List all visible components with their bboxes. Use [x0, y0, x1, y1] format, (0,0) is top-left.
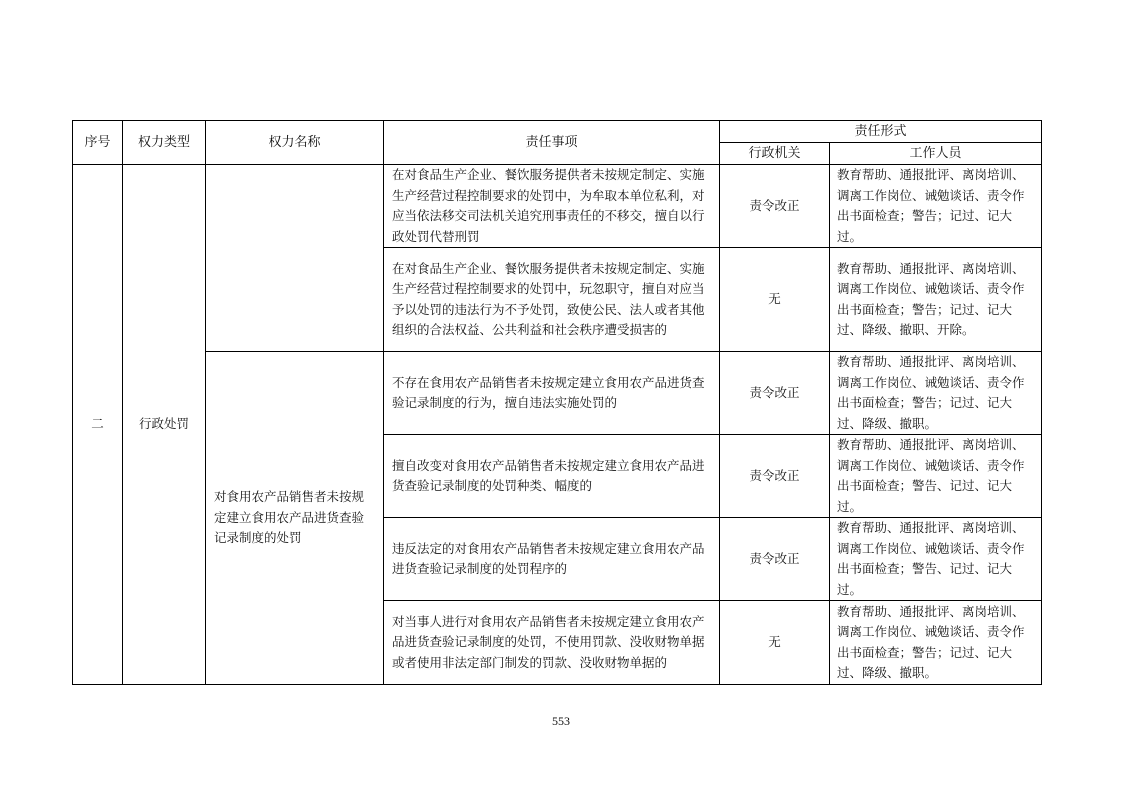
admin-organ-measure: 无	[720, 248, 830, 352]
power-name-cell-2: 对食用农产品销售者未按规定建立食用农产品进货查验记录制度的处罚	[206, 352, 384, 685]
responsibility-matter: 擅自改变对食用农产品销售者未按规定建立食用农产品进货查验记录制度的处罚种类、幅度的	[384, 435, 720, 518]
staff-measure: 教育帮助、通报批评、离岗培训、调离工作岗位、诫勉谈话、责令作出书面检查；警告；记过、记大过、降级、撤职。	[830, 601, 1042, 685]
staff-measure: 教育帮助、通报批评、离岗培训、调离工作岗位、诫勉谈话、责令作出书面检查；警告；记过、记大过、降级、撤职。	[830, 352, 1042, 435]
power-name-cell-1	[206, 165, 384, 352]
header-power-type: 权力类型	[123, 121, 206, 165]
group-power-type: 行政处罚	[123, 165, 206, 685]
admin-organ-measure: 无	[720, 601, 830, 685]
admin-organ-measure: 责令改正	[720, 165, 830, 248]
group-index: 二	[73, 165, 123, 685]
staff-measure: 教育帮助、通报批评、离岗培训、调离工作岗位、诫勉谈话、责令作出书面检查；警告；记过、记大过、降级、撤职、开除。	[830, 248, 1042, 352]
responsibility-table	[72, 120, 1042, 685]
header-index: 序号	[73, 121, 123, 165]
admin-organ-measure: 责令改正	[720, 352, 830, 435]
responsibility-matter: 不存在食用农产品销售者未按规定建立食用农产品进货查验记录制度的行为，擅自违法实施处罚的	[384, 352, 720, 435]
admin-organ-measure: 责令改正	[720, 518, 830, 601]
responsibility-matter: 在对食品生产企业、餐饮服务提供者未按规定制定、实施生产经营过程控制要求的处罚中，为牟取本单位私利，对应当依法移交司法机关追究刑事责任的不移交，擅自以行政处罚代替刑罚	[384, 165, 720, 248]
page-number: 553	[552, 714, 570, 728]
table-row	[73, 352, 1042, 435]
header-power-name: 权力名称	[206, 121, 384, 165]
staff-measure: 教育帮助、通报批评、离岗培训、调离工作岗位、诫勉谈话、责令作出书面检查；警告、记过、记大过。	[830, 518, 1042, 601]
header-responsibility-form: 责任形式	[720, 121, 1042, 143]
responsibility-matter: 违反法定的对食用农产品销售者未按规定建立食用农产品进货查验记录制度的处罚程序的	[384, 518, 720, 601]
responsibility-matter: 对当事人进行对食用农产品销售者未按规定建立食用农产品进货查验记录制度的处罚，不使用罚款、没收财物单据或者使用非法定部门制发的罚款、没收财物单据的	[384, 601, 720, 685]
header-admin-organ: 行政机关	[720, 143, 830, 165]
header-row-1	[73, 121, 1042, 143]
header-responsibility: 责任事项	[384, 121, 720, 165]
staff-measure: 教育帮助、通报批评、离岗培训、调离工作岗位、诫勉谈话、责令作出书面检查；警告、记过、记大过。	[830, 435, 1042, 518]
table-row	[73, 165, 1042, 248]
header-staff: 工作人员	[830, 143, 1042, 165]
staff-measure: 教育帮助、通报批评、离岗培训、调离工作岗位、诫勉谈话、责令作出书面检查；警告；记过、记大过。	[830, 165, 1042, 248]
responsibility-matter: 在对食品生产企业、餐饮服务提供者未按规定制定、实施生产经营过程控制要求的处罚中，玩忽职守，擅自对应当予以处罚的违法行为不予处罚，致使公民、法人或者其他组织的合法权益、公共利益和社会秩序遭受损害的	[384, 248, 720, 352]
admin-organ-measure: 责令改正	[720, 435, 830, 518]
